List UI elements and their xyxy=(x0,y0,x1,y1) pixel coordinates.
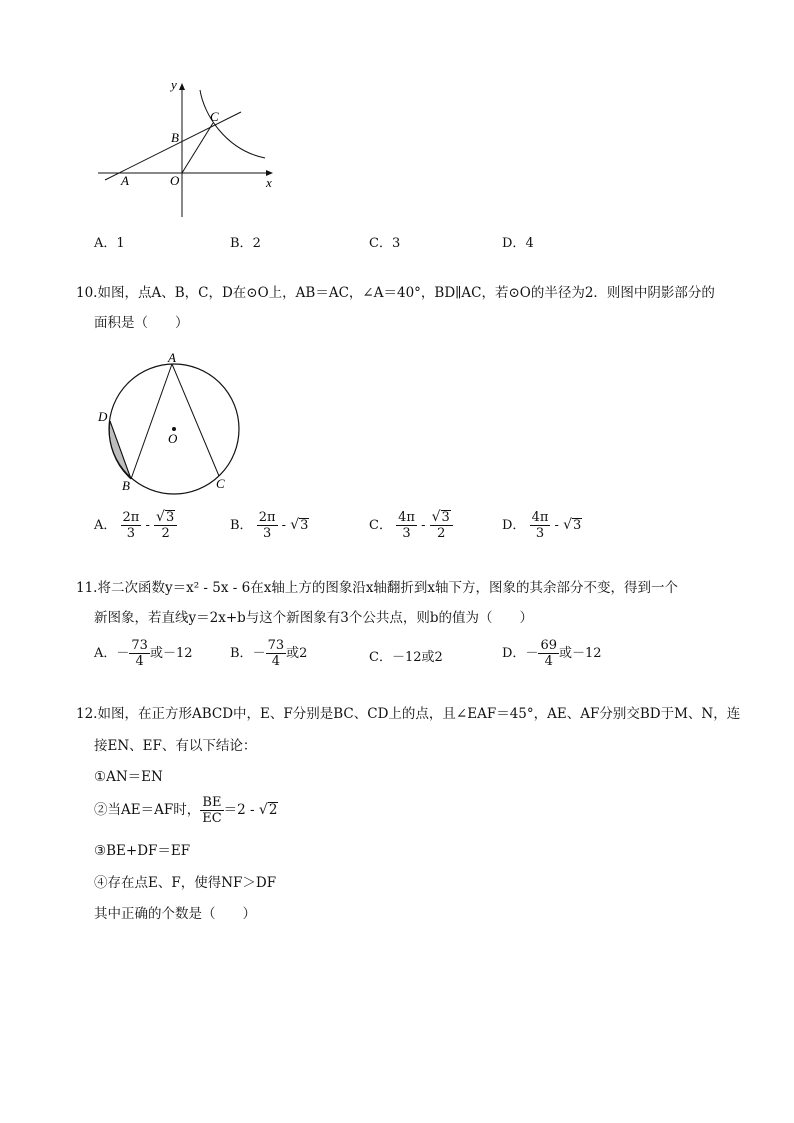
label-a: A xyxy=(121,173,129,188)
q10-option-d[interactable]: D． $\frac{4\pi}{3}$ - √3 xyxy=(502,510,582,541)
label-y: y xyxy=(171,77,177,92)
label-o: O xyxy=(170,173,180,188)
q11-option-d[interactable]: D．－ $\frac{69}{4}$ 或－12 xyxy=(502,638,602,669)
y-axis-arrow xyxy=(179,83,185,90)
q11-option-b[interactable]: B．－ $\frac{73}{4}$ 或2 xyxy=(230,638,308,669)
label-d: D xyxy=(98,409,108,424)
q12-conclusion-3: ③BE+DF＝EF xyxy=(94,843,191,859)
q10-option-a[interactable]: A． $\frac{2\pi}{3}$ - $\frac{√3}{2}$ xyxy=(94,510,177,541)
q9-figure xyxy=(90,72,290,224)
q12-conclusion-4: ④存在点E、F，使得NF＞DF xyxy=(94,875,277,891)
label-b: B xyxy=(122,478,130,493)
line-ac xyxy=(105,112,241,180)
q11-stem-line2: 新图象，若直线y＝2x+b与这个新图象有3个公共点，则b的值为（ ） xyxy=(94,610,534,626)
q9-option-d[interactable]: D．4 xyxy=(502,236,534,251)
q9-option-b[interactable]: B．2 xyxy=(230,236,261,251)
label-x: x xyxy=(266,175,272,190)
q10-option-b[interactable]: B． $\frac{2\pi}{3}$ - √3 xyxy=(230,510,309,541)
q11-option-c[interactable]: C．－12或2 xyxy=(369,650,443,665)
hyperbola-curve xyxy=(200,90,265,158)
label-c: C xyxy=(216,476,225,491)
q9-option-c[interactable]: C．3 xyxy=(369,236,401,251)
q12-question: 其中正确的个数是（ ） xyxy=(94,906,256,922)
q10-stem-line1: 10.如图，点A、B，C，D在⊙O上，AB＝AC，∠A＝40°，BD∥AC，若⊙O的半径为2．则图中阴影部分的 xyxy=(76,285,715,301)
q12-stem-line1: 12.如图，在正方形ABCD中，E、F分别是BC、CD上的点，且∠EAF＝45°，AE、AF分别交BD于M、N，连 xyxy=(76,706,741,722)
segment-oc xyxy=(182,123,213,173)
label-b: B xyxy=(171,130,179,145)
q12-stem-line2: 接EN、EF、有以下结论： xyxy=(94,738,257,754)
q10-stem-line2: 面积是（ ） xyxy=(94,315,189,331)
q11-stem-line1: 11.将二次函数y＝x² - 5x - 6在x轴上方的图象沿x轴翻折到x轴下方，图象的其余部分不变，得到一个 xyxy=(76,580,679,596)
q12-conclusion-1: ①AN＝EN xyxy=(94,769,163,785)
q10-option-c[interactable]: C． $\frac{4\pi}{3}$ - $\frac{√3}{2}$ xyxy=(369,510,453,541)
q12-conclusion-2: ②当AE＝AF时， $\frac{BE}{EC}$ ＝2 - √2 xyxy=(94,795,278,826)
label-o: O xyxy=(168,431,178,446)
q11-option-a[interactable]: A．－ $\frac{73}{4}$ 或－12 xyxy=(94,638,193,669)
label-c: C xyxy=(210,109,219,124)
q9-option-a[interactable]: A．1 xyxy=(94,236,125,251)
label-a: A xyxy=(168,350,176,365)
chord-ab xyxy=(131,364,172,479)
chord-ac xyxy=(172,364,219,476)
q10-figure xyxy=(94,348,246,496)
